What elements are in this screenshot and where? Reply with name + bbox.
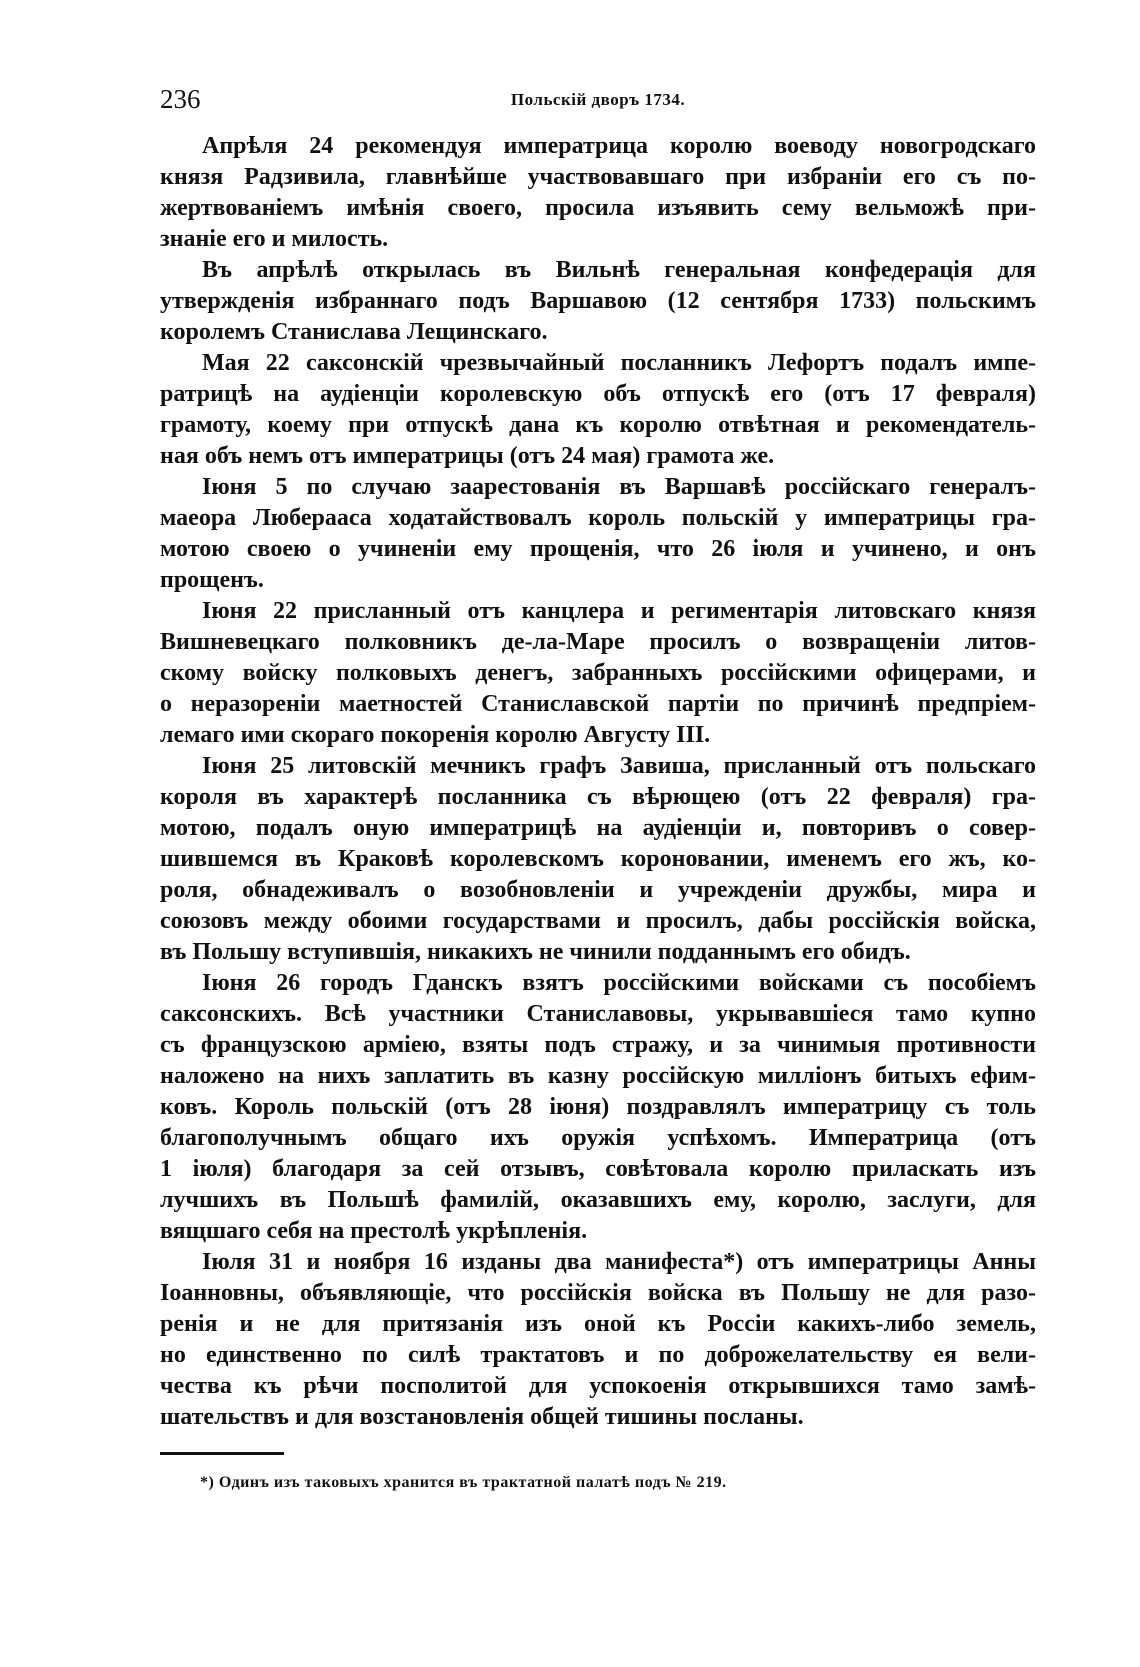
text-line-content: ренія и не для притязанія изъ оной къ Россіи какихъ-либо земель, <box>160 1311 1036 1337</box>
text-line <box>160 751 1036 782</box>
text-line-content: съ французскою арміею, взяты подъ стражу, и за чинимыя противности <box>160 1032 1036 1058</box>
text-line <box>160 658 1036 689</box>
text-line <box>160 999 1036 1030</box>
text-line <box>160 1247 1036 1278</box>
text-line <box>160 875 1036 906</box>
text-line <box>160 1402 1036 1433</box>
text-line-content: короля въ характерѣ посланника съ вѣрющею (отъ 22 февраля) гра- <box>160 784 1036 810</box>
text-line <box>160 1278 1036 1309</box>
text-line-content: Іоанновны, объявляющіе, что россійскія войска въ Польшу не для разо- <box>160 1280 1036 1306</box>
text-line <box>160 131 1036 162</box>
text-line-content: о неразореніи маетностей Станиславской партіи по причинѣ предпріем- <box>160 691 1036 717</box>
text-line <box>160 441 1036 472</box>
text-line-content: лемаго ими скораго покоренія королю Августу III. <box>160 722 711 748</box>
text-line-content: князя Радзивила, главнѣйше участвовавшаго при избраніи его съ по- <box>160 164 1036 190</box>
text-line-content: Іюня 25 литовскій мечникъ графъ Завиша, присланный отъ польскаго <box>202 753 1036 779</box>
text-line <box>160 1061 1036 1092</box>
text-line-content: Іюня 26 городъ Гданскъ взятъ россійскими войсками съ пособіемъ <box>202 970 1036 996</box>
text-line <box>160 1123 1036 1154</box>
text-line-content: Іюля 31 и ноября 16 изданы два манифеста*) отъ императрицы Анны <box>202 1249 1036 1275</box>
text-line-content: союзовъ между обоими государствами и просилъ, дабы россійскія войска, <box>160 908 1036 934</box>
text-line-content: Іюня 5 по случаю заарестованія въ Варшавѣ россійскаго генералъ- <box>202 474 1036 500</box>
text-line <box>160 472 1036 503</box>
text-line <box>160 224 1036 255</box>
text-line <box>160 1371 1036 1402</box>
paragraph <box>160 255 1036 348</box>
text-line-content: но единственно по силѣ трактатовъ и по доброжелательству ея вели- <box>160 1342 1036 1368</box>
text-line <box>160 782 1036 813</box>
text-line-content: скому войску полковыхъ денегъ, забранныхъ россійскими офицерами, и <box>160 660 1036 686</box>
paragraph <box>160 968 1036 1247</box>
text-line <box>160 1030 1036 1061</box>
text-line-content: роля, обнадеживалъ о возобновленіи и учрежденіи дружбы, мира и <box>160 877 1036 903</box>
text-line <box>160 1340 1036 1371</box>
body-text <box>160 131 1036 1433</box>
paragraph <box>160 348 1036 472</box>
text-line-content: мотою, подалъ оную императрицѣ на аудіенціи и, повторивъ о совер- <box>160 815 1036 841</box>
text-line <box>160 1309 1036 1340</box>
text-line-content: прощенъ. <box>160 567 264 593</box>
text-line-content: чества къ рѣчи посполитой для успокоенія открывшихся тамо замѣ- <box>160 1373 1036 1399</box>
text-line-content: знаніе его и милость. <box>160 226 389 252</box>
text-line-content: благополучнымъ общаго ихъ оружія успѣхомъ. Императрица (отъ <box>160 1125 1036 1151</box>
text-line <box>160 627 1036 658</box>
text-line <box>160 596 1036 627</box>
text-line <box>160 317 1036 348</box>
text-line <box>160 286 1036 317</box>
text-line <box>160 1092 1036 1123</box>
text-line-content: въ Польшу вступившія, никакихъ не чинили подданнымъ его обидъ. <box>160 939 911 965</box>
text-line-content: саксонскихъ. Всѣ участники Станиславовы, укрывавшіеся тамо купно <box>160 1001 1036 1027</box>
text-line <box>160 813 1036 844</box>
text-line <box>160 348 1036 379</box>
running-title: Польскій дворъ 1734. <box>510 90 686 109</box>
text-line-content: лучшихъ въ Польшѣ фамилій, оказавшихъ ему, королю, заслуги, для <box>160 1187 1036 1213</box>
text-line <box>160 193 1036 224</box>
text-line <box>160 1216 1036 1247</box>
text-line-content: Іюня 22 присланный отъ канцлера и региментарія литовскаго князя <box>202 598 1036 624</box>
text-line-content: наложено на нихъ заплатить въ казну россійскую милліонъ битыхъ ефим- <box>160 1063 1036 1089</box>
text-line <box>160 162 1036 193</box>
text-line <box>160 689 1036 720</box>
page-number: 236 <box>160 84 201 114</box>
footnote-rule <box>160 1452 284 1455</box>
footnote: *) Одинъ изъ таковыхъ хранится въ трактатной палатѣ подъ № 219. <box>200 1474 727 1491</box>
text-line <box>160 1154 1036 1185</box>
text-line-content: шательствъ и для возстановленія общей тишины посланы. <box>160 1404 804 1430</box>
text-line-content: Вишневецкаго полковникъ де-ла-Маре просилъ о возвращеніи литов- <box>160 629 1036 655</box>
text-line-content: жертвованіемъ имѣнія своего, просила изъявить сему вельможѣ при- <box>160 195 1036 221</box>
page-header <box>160 84 1036 118</box>
text-line-content: вящшаго себя на престолѣ укрѣпленія. <box>160 1218 588 1244</box>
text-line-content: ная объ немъ отъ императрицы (отъ 24 мая) грамота же. <box>160 443 775 469</box>
text-line-content: шившемся въ Краковѣ королевскомъ короновании, именемъ его жъ, ко- <box>160 846 1036 872</box>
text-line-content: королемъ Станислава Лещинскаго. <box>160 319 548 345</box>
text-line <box>160 1185 1036 1216</box>
text-line <box>160 844 1036 875</box>
text-line <box>160 255 1036 286</box>
paragraph <box>160 751 1036 968</box>
paragraph <box>160 596 1036 751</box>
text-line-content: 1 іюля) благодаря за сей отзывъ, совѣтовала королю приласкать изъ <box>160 1156 1036 1182</box>
text-line <box>160 503 1036 534</box>
text-line <box>160 379 1036 410</box>
text-line-content: утвержденія избраннаго подъ Варшавою (12 сентября 1733) польскимъ <box>160 288 1036 314</box>
text-line <box>160 906 1036 937</box>
text-line-content: ратрицѣ на аудіенціи королевскую объ отпускѣ его (отъ 17 февраля) <box>160 381 1036 407</box>
paragraph <box>160 1247 1036 1433</box>
text-line-content: Апрѣля 24 рекомендуя императрица королю воеводу новогродскаго <box>202 133 1036 159</box>
text-line <box>160 565 1036 596</box>
text-line-content: ковъ. Король польскій (отъ 28 іюня) поздравлялъ императрицу съ толь <box>160 1094 1036 1120</box>
text-line <box>160 534 1036 565</box>
paragraph <box>160 472 1036 596</box>
text-line <box>160 968 1036 999</box>
text-line <box>160 937 1036 968</box>
text-line-content: мотою своею о учиненіи ему прощенія, что 26 іюля и учинено, и онъ <box>160 536 1036 562</box>
text-line-content: Мая 22 саксонскій чрезвычайный посланникъ Лефортъ подалъ импе- <box>202 350 1036 376</box>
text-line-content: грамоту, коему при отпускѣ дана къ королю отвѣтная и рекомендатель- <box>160 412 1036 438</box>
text-line <box>160 410 1036 441</box>
text-line-content: маеора Люберааса ходатайствовалъ король польскій у императрицы гра- <box>160 505 1036 531</box>
text-line-content: Въ апрѣлѣ открылась въ Вильнѣ генеральная конфедерація для <box>202 257 1036 283</box>
text-line <box>160 720 1036 751</box>
paragraph <box>160 131 1036 255</box>
